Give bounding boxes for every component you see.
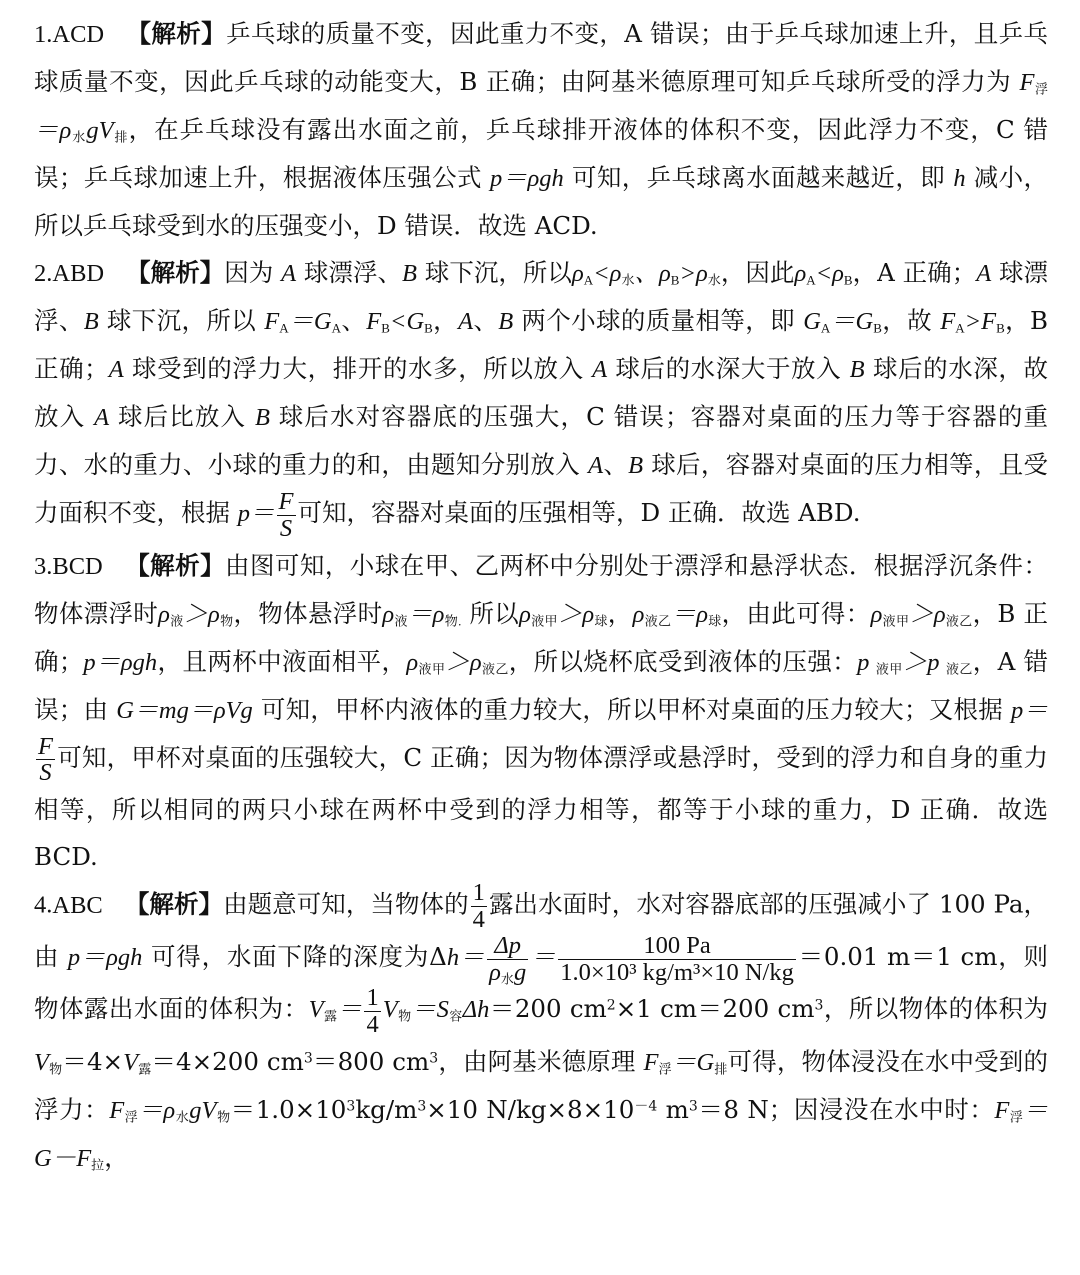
- pressure-compare: p $_{液甲}$＞p $_{液乙}$: [857, 648, 973, 676]
- formula-pressure: p＝ρgh: [67, 943, 143, 971]
- answer-text: 可得，物体浸没在水中受到的浮力：: [34, 1046, 1048, 1124]
- answer-text: ，由此可得：: [721, 598, 871, 628]
- answer-text: ，故: [881, 306, 941, 335]
- symbol-a: A: [108, 356, 124, 383]
- answer-key: ACD: [52, 21, 105, 48]
- answer-number: 3.: [34, 552, 53, 580]
- answer-text: ，B 正确；: [34, 598, 1049, 676]
- answer-text: ，A 正确；: [852, 258, 977, 287]
- answer-text: 减小，所以乒乓球受到水的压强变小，D 错误．故选 ACD.: [34, 163, 1048, 240]
- force-compare: $F_A>F_B$: [940, 308, 1005, 336]
- answer-text: ＝800 cm: [312, 1046, 430, 1076]
- answer-text: ＝4×200 cm: [151, 1046, 304, 1076]
- answer-key: ABC: [52, 891, 103, 919]
- answer-text: ，: [607, 598, 633, 628]
- answer-text: ，: [432, 306, 459, 335]
- symbol-a: A: [592, 356, 608, 383]
- symbol-b: B: [83, 308, 99, 335]
- float-condition: $\rho_液>\rho_物$: [158, 600, 234, 628]
- answer-number: 2.: [34, 260, 53, 287]
- symbol-a: A: [458, 308, 474, 335]
- answer-number: 1.: [34, 21, 53, 48]
- analysis-tag: 【解析】: [124, 889, 224, 919]
- formula-p-fraction: p＝ $\frac{F}{S}$: [237, 488, 294, 542]
- buoyancy-formula: $F_浮=\rho_水gV_物$: [109, 1096, 231, 1125]
- superscript: 3: [814, 997, 824, 1014]
- jia-gt-yi: $\rho_{液甲}>\rho_{液乙}$: [870, 600, 973, 628]
- density-a-b: $\rho_A<\rho_B$: [794, 260, 853, 288]
- answer-text: ，且两杯中液面相平，: [157, 646, 407, 676]
- answer-text: 由图可知，小球在甲、乙两杯中分别处于漂浮和悬浮状态．根据浮沉条件：物体漂浮时: [34, 550, 1049, 628]
- superscript: 3: [417, 1098, 427, 1115]
- archimedes: $F_浮=G_排$: [643, 1048, 728, 1077]
- answer-text: 由题意可知，当物体的: [223, 889, 469, 919]
- force-b-lt: $F_B<G_B$: [366, 308, 433, 336]
- answer-text: ＝4×: [62, 1046, 124, 1076]
- answer-text: ，因此: [720, 258, 795, 287]
- analysis-tag: 【解析】: [126, 19, 227, 48]
- answer-text: ，B 正确；: [34, 306, 1049, 383]
- symbol-b: B: [849, 356, 865, 383]
- answer-text: ＝0.01 m＝1 cm，则物体露出水面的体积为：: [34, 941, 1049, 1024]
- answer-text: 、: [341, 306, 367, 335]
- answer-text: 、: [473, 306, 499, 335]
- analysis-tag: 【解析】: [124, 550, 226, 580]
- symbol-a: A: [588, 452, 604, 479]
- superscript: 3: [429, 1050, 439, 1067]
- answer-text: ，所以物体的体积为: [823, 994, 1049, 1024]
- symbol-h: h: [953, 165, 966, 192]
- force-balance: $F_浮=G-F_拉$: [34, 1096, 1048, 1173]
- answer-text: 露出水面时，水对容器底部的压强减小了 100 Pa，由: [34, 889, 1049, 971]
- force-a-eq: $F_A=G_A$: [264, 308, 341, 336]
- formula-buoyancy: $F_浮=\rho_水gV_排$: [34, 69, 1048, 145]
- answer-text: 所以: [461, 598, 520, 628]
- answer-text: 可知，容器对桌面的压强相等，D 正确．故选 ABD.: [297, 498, 861, 527]
- answer-text: 可知，甲杯内液体的重力较大，所以甲杯对桌面的压力较大；又根据: [252, 694, 1011, 724]
- answer-text: 可知，甲杯对桌面的压强较大，C 正确；因为物体漂浮或悬浮时，受到的浮力和自身的重力相等，所以相同的两只小球在两杯中受到的浮力相等，都等于小球的重力，D 正确．故选 BCD.: [34, 742, 1048, 872]
- answer-text: 球下沉，所以: [416, 258, 572, 287]
- yi-eq-ball: $\rho_{液乙}=\rho_球$: [632, 600, 722, 628]
- answer-text: ，A 错误；由: [34, 646, 1048, 724]
- answer-text: 可得，水面下降的深度为Δ: [142, 941, 447, 971]
- symbol-b: B: [498, 308, 514, 335]
- answer-text: 球漂浮、: [296, 258, 403, 287]
- answer-text: ×10 N/kg×8×10: [426, 1094, 635, 1124]
- depth-formula: h＝ $\frac{\Delta p}{\rho_水g}$ ＝ $\frac{100 Pa}{\text{1.0×10³ kg/m³×10 N/kg}}$: [446, 931, 794, 986]
- formula-p-fraction: p＝ $\frac{F}{S}$: [38, 696, 1048, 787]
- answer-text: 两个小球的质量相等，即: [513, 306, 804, 335]
- answer-number: 4.: [34, 891, 53, 919]
- answer-text: ，由阿基米德原理: [438, 1046, 644, 1076]
- superscript: 3: [303, 1050, 313, 1067]
- answer-4: 4.ABC 【解析】由题意可知，当物体的 $\frac{1}{4}$ 露出水面时，水对容器底部的压强减小了 100 Pa，由 p＝ρgh 可得，水面下降的深度为Δh＝ $\frac{\Delta p}{\rho_水g}$ ＝ $\frac{100 Pa}{\text{1.0×10³ kg/m³×10 N/kg}}$ ＝0.01 m＝1 cm，则物体露出水面的体积为：$V_露=$ $\frac{1}{4}$ $V_物=S_容\Delta h=200$ $cm^2\times 1$ cm＝200 $cm^3$，所以物体的体积为 $V_物=4\times V_露=4\times 200$ $cm^3=800$ $cm^3$，由阿基米德原理 $F_浮=G_排$可得，物体浸没在水中受到的浮力：$F_浮=\rho_水gV_物=1.0\times 10^3kg/m^3\times 10$ $N/kg\times 8\times 10^{-4}$ $m^3=8$ N；因浸没在水中时：$F_浮=G-F_拉$，: [34, 879, 1049, 1173]
- answer-text: ＝8 N；因浸没在水中时：: [697, 1094, 995, 1124]
- answer-text: 球下沉，所以: [98, 306, 265, 335]
- answer-text: ，所以烧杯底受到液体的压强：: [508, 646, 858, 676]
- formula-weight: G＝mg＝ρVg: [116, 696, 253, 724]
- symbol-a: A: [281, 260, 297, 287]
- answer-text: ，物体悬浮时: [233, 598, 383, 628]
- answer-text: ×1 cm＝200 cm: [615, 994, 815, 1024]
- answer-text: 球受到的浮力大，排开的水多，所以放入: [123, 354, 593, 383]
- answer-text: 球漂浮、: [34, 258, 1049, 335]
- answer-key: ABD: [52, 260, 105, 287]
- fraction-quarter: $\frac{1}{4}$: [472, 879, 485, 933]
- symbol-a: A: [94, 404, 110, 431]
- answer-text: 因为: [224, 258, 282, 287]
- symbol-v-wu: $V_物$: [34, 1048, 63, 1077]
- answer-3: [34, 542, 1048, 881]
- jia-gt-ball: $\rho_{液甲}>\rho_球$: [519, 600, 608, 628]
- answer-text: ＝1.0×10: [230, 1094, 347, 1124]
- answer-text: 球后比放入: [109, 402, 255, 431]
- answer-2: [34, 249, 1048, 542]
- superscript: 3: [688, 1098, 698, 1115]
- weight-eq: $G_A=G_B$: [803, 308, 882, 336]
- answer-text: 球后，容器对桌面的压力相等，且受力面积不变，根据: [34, 450, 1048, 527]
- answer-text: ，在乒乓球没有露出水面之前，乒乓球排开液体的体积不变，因此浮力不变，C 错误；乒乓球加速上升，根据液体压强公式: [34, 115, 1048, 192]
- symbol-b: B: [402, 260, 417, 287]
- symbol-b: B: [254, 404, 270, 431]
- answer-text: kg/m: [355, 1094, 418, 1124]
- answer-key: BCD: [52, 552, 103, 580]
- formula-pressure: p＝ρgh: [83, 648, 158, 676]
- suspend-condition: $\rho_液=\rho_{物.}$: [382, 600, 462, 628]
- answer-text: 球后的水深，故放入: [34, 354, 1049, 431]
- symbol-a: A: [976, 260, 992, 287]
- jia-gt-yi-2: $\rho_{液甲}>\rho_{液乙}$: [406, 648, 509, 676]
- symbol-b: B: [628, 452, 644, 479]
- answer-text: m: [657, 1094, 689, 1124]
- density-comparison: $\rho_A<\rho_水$、$\rho_B>\rho_水$: [571, 260, 721, 288]
- answer-text: 乒乓球的质量不变，因此重力不变，A 错误；由于乒乓球加速上升，且乒乓球质量不变，因此乒乓球的动能变大，B 正确；由阿基米德原理可知乒乓球所受的浮力为: [34, 19, 1048, 96]
- answer-text: ＝200 cm: [489, 994, 607, 1024]
- answer-text: 可知，乒乓球离水面越来越近，即: [563, 163, 954, 192]
- answer-text: 、: [603, 450, 629, 479]
- formula-pressure: p＝ρgh: [490, 165, 564, 192]
- analysis-tag: 【解析】: [126, 258, 225, 287]
- symbol-v-lu: $V_露$: [123, 1048, 152, 1077]
- superscript: 3: [346, 1098, 356, 1115]
- answer-text: 球后的水深大于放入: [607, 354, 850, 383]
- answer-text: 球后水对容器底的压强大，C 错误；容器对桌面的压力等于容器的重力、水的重力、小球的重力的和，由题知分别放入: [34, 402, 1048, 479]
- exposed-volume: $V_露=$ $\frac{1}{4}$ $V_物=S_容\Delta h$: [308, 984, 490, 1039]
- superscript: 2: [606, 997, 616, 1014]
- superscript: －4: [634, 1098, 658, 1115]
- answer-1: [34, 10, 1048, 249]
